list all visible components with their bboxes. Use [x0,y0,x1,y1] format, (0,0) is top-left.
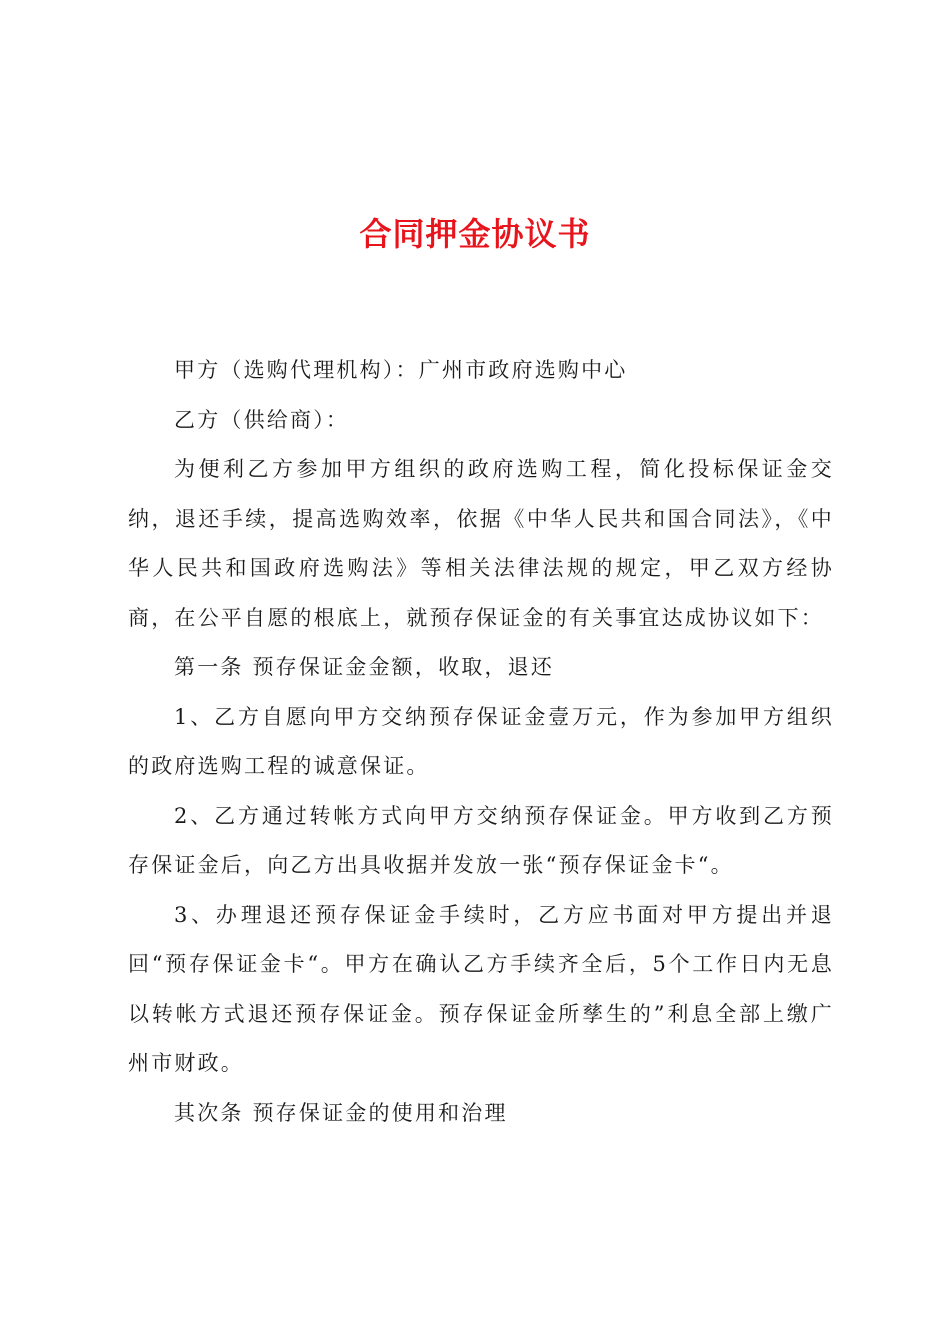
document-title: 合同押金协议书 [359,215,591,253]
clause-2-paragraph: 2、乙方通过转帐方式向甲方交纳预存保证金。甲方收到乙方预存保证金后，向乙方出具收据并发放一张“预存保证金卡“。 [128,803,834,877]
article-one-heading: 第一条 预存保证金金额，收取，退还 [174,655,555,679]
preamble-paragraph: 为便利乙方参加甲方组织的政府选购工程，简化投标保证金交纳，退还手续，提高选购效率，依据《中华人民共和国合同法》，《中华人民共和国政府选购法》等相关法律法规的规定，甲乙双方经协商，在公平自愿的根底上，就预存保证金的有关事宜达成协议如下： [128,457,834,630]
clause-1-paragraph: 1、乙方自愿向甲方交纳预存保证金壹万元，作为参加甲方组织的政府选购工程的诚意保证。 [128,704,834,778]
party-a-line: 甲方（选购代理机构）：广州市政府选购中心 [174,358,628,382]
document-body [128,346,834,1138]
article-two-heading: 其次条 预存保证金的使用和治理 [174,1100,508,1125]
clause-3-paragraph: 3、办理退还预存保证金手续时，乙方应书面对甲方提出并退回“预存保证金卡“。甲方在确认乙方手续齐全后，5个工作日内无息以转帐方式退还预存保证金。预存保证金所孳生的”利息全部上缴广州市财政。 [128,902,834,1075]
party-b-line: 乙方（供给商）： [174,407,350,432]
